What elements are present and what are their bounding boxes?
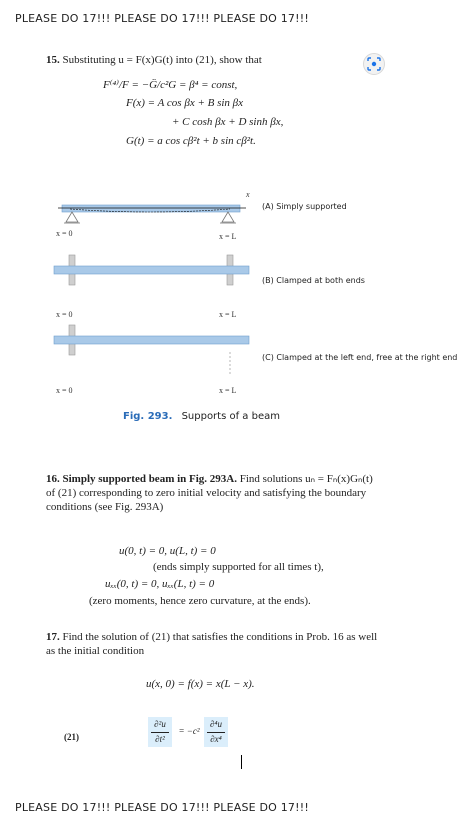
beam-b [54, 255, 249, 285]
beam-figure [40, 180, 260, 410]
google-lens-icon [367, 57, 381, 71]
problem-15-text: Substituting u = F(x)G(t) into (21), show that [62, 54, 262, 66]
problem-17-statement [46, 630, 381, 658]
beam-c [54, 325, 249, 376]
lens-search-button[interactable] [363, 53, 385, 75]
problem-16-text: Find solutions uₙ = Fₙ(x)Gₙ(t) of (21) corresponding to zero initial velocity and satisfying the boundary conditions (see Fig. 293A) [46, 473, 373, 513]
problem-15-number: 15. [46, 54, 60, 66]
eq21-lhs-fraction-bar [151, 732, 169, 733]
problem-16-heading: 16. Simply supported beam in Fig. 293A. [46, 473, 237, 485]
figure-title: Supports of a beam [181, 411, 280, 422]
eq21-lhs-numerator: ∂²u [154, 719, 166, 729]
bc-displacement-note: (ends simply supported for all times t), [153, 561, 324, 573]
equation-21-label: (21) [64, 732, 79, 742]
banner-top: PLEASE DO 17!!! PLEASE DO 17!!! PLEASE DO 17!!! [15, 12, 309, 25]
problem-16-statement [46, 472, 381, 514]
eq-F-cont: + C cosh βx + D sinh βx, [172, 116, 284, 128]
beam-c-right-label: x = L [219, 386, 237, 395]
banner-bottom: PLEASE DO 17!!! PLEASE DO 17!!! PLEASE DO 17!!! [15, 801, 309, 814]
beam-a-left-label: x = 0 [56, 229, 73, 238]
beam-c-body [54, 336, 249, 344]
problem-17-text: Find the solution of (21) that satisfies the conditions in Prob. 16 as well as the initial condition [46, 631, 378, 657]
beam-a-right-support [222, 212, 234, 222]
problem-15-statement [46, 54, 346, 66]
beam-a-label: (A) Simply supported [262, 202, 347, 211]
eq21-lhs-denominator: ∂t² [155, 734, 165, 744]
initial-condition: u(x, 0) = f(x) = x(L − x). [146, 678, 255, 690]
eq21-rhs-fraction-bar [207, 732, 225, 733]
figure-caption [123, 411, 280, 422]
x-axis-label: x [246, 190, 250, 199]
eq-G: G(t) = a cos cβ²t + b sin cβ²t. [126, 135, 256, 147]
bc-displacement: u(0, t) = 0, u(L, t) = 0 [119, 545, 216, 557]
problem-17-heading: 17. [46, 631, 60, 643]
beam-a-left-support [66, 212, 78, 222]
eq21-rhs-numerator: ∂⁴u [209, 719, 223, 729]
beam-b-label: (B) Clamped at both ends [262, 276, 365, 285]
beam-a-body [62, 205, 240, 212]
beam-a [58, 205, 246, 223]
beam-b-left-label: x = 0 [56, 310, 73, 319]
beam-c-left-label: x = 0 [56, 386, 73, 395]
beam-b-right-label: x = L [219, 310, 237, 319]
beam-a-right-label: x = L [219, 232, 237, 241]
eq21-middle: = −c² [178, 726, 200, 736]
beam-c-label: (C) Clamped at the left end, free at the right end [262, 353, 457, 362]
beam-b-body [54, 266, 249, 274]
eq-F: F(x) = A cos βx + B sin βx [126, 97, 244, 109]
text-cursor [241, 755, 242, 769]
eq-separation: F⁽⁴⁾/F = −G̈/c²G = β⁴ = const, [103, 79, 238, 91]
textbook-page [0, 40, 457, 790]
bc-moment-note: (zero moments, hence zero curvature, at the ends). [89, 595, 311, 607]
figure-number: Fig. 293. [123, 411, 173, 422]
bc-moment: uₓₓ(0, t) = 0, uₓₓ(L, t) = 0 [105, 578, 215, 590]
eq21-rhs-denominator: ∂x⁴ [210, 734, 222, 744]
